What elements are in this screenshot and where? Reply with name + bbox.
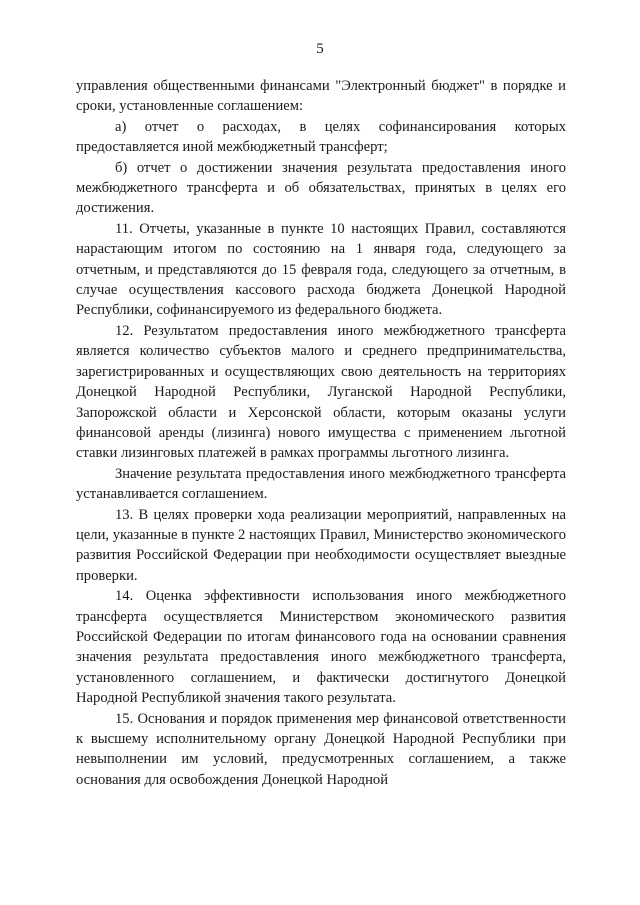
- paragraph-13: 13. В целях проверки хода реализации мероприятий, направленных на цели, указанные в пункте 2 настоящих Правил, Министерство экономического развития Российской Федерации при необходимости осуществляет выездные проверки.: [76, 506, 566, 584]
- paragraph-item-a: а) отчет о расходах, в целях софинансирования которых предоставляется иной межбюджетный трансферт;: [76, 118, 566, 156]
- paragraph-12-value: Значение результата предоставления иного межбюджетного трансферта устанавливается соглашением.: [76, 465, 566, 503]
- paragraph-15: 15. Основания и порядок применения мер финансовой ответственности к высшему исполнительному органу Донецкой Народной Республики при невыполнении им условий, предусмотренных соглашением, а также основания для освобождения Донецкой Народной: [76, 710, 566, 788]
- paragraph-continuation: управления общественными финансами "Электронный бюджет" в порядке и сроки, установленные соглашением:: [76, 78, 566, 115]
- document-body: [76, 76, 566, 790]
- paragraph-14: 14. Оценка эффективности использования иного межбюджетного трансферта осуществляется Министерством экономического развития Российской Федерации по итогам финансового года на основании сравнения значения результата предоставления иного межбюджетного трансферта, установленного соглашением, и фактически достигнутого Донецкой Народной Республикой значения такого результата.: [76, 588, 566, 707]
- paragraph-12: 12. Результатом предоставления иного межбюджетного трансферта является количество субъектов малого и среднего предпринимательства, зарегистрированных и осуществляющих свою деятельность на территориях Донецкой Народной Республики, Луганской Народной Республики, Запорожской области и Херсонской области, которым оказаны услуги финансовой аренды (лизинга) нового имущества с применением льготной ставки лизинговых платежей в рамках программы льготного лизинга.: [76, 322, 566, 462]
- page-number: 5: [316, 41, 324, 57]
- paragraph-11: 11. Отчеты, указанные в пункте 10 настоящих Правил, составляются нарастающим итогом по состоянию на 1 января года, следующего за отчетным, и представляются до 15 февраля года, следующего за отчетным, в случае осуществления кассового расхода бюджета Донецкой Народной Республики, софинансируемого из федерального бюджета.: [76, 220, 566, 319]
- paragraph-item-b: б) отчет о достижении значения результата предоставления иного межбюджетного трансферта и об обязательствах, принятых в целях его достижения.: [76, 159, 566, 217]
